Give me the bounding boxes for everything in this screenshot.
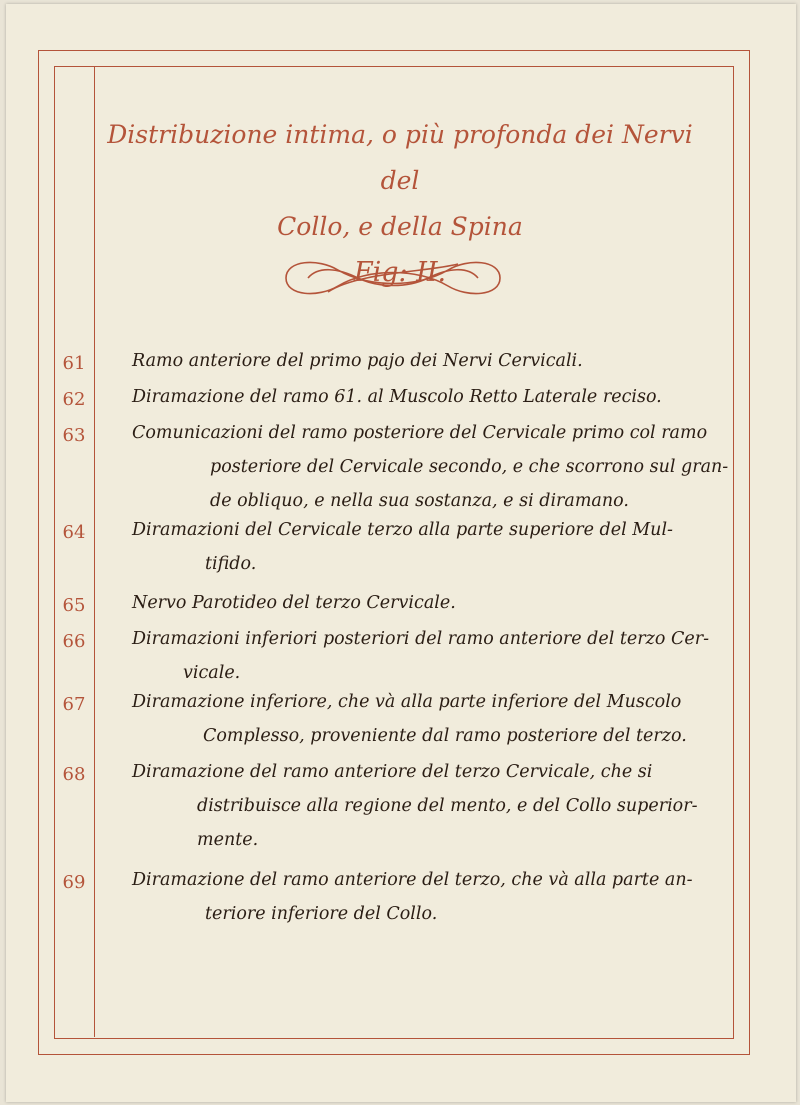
entry-number: 63: [62, 425, 86, 446]
entry-number: 67: [62, 694, 86, 715]
entry-text-line: Diramazione inferiore, che và alla parte inferiore del Muscolo: [132, 692, 682, 712]
entry-text-line: posteriore del Cervicale secondo, e che scorrono sul gran-: [210, 457, 729, 477]
entry-text-line: Complesso, proveniente dal ramo posteriore del terzo.: [203, 726, 687, 746]
entry-text-line: teriore inferiore del Collo.: [205, 904, 438, 924]
entry-text-line: Diramazione del ramo 61. al Muscolo Retto Laterale reciso.: [132, 387, 662, 407]
entry-text-line: Comunicazioni del ramo posteriore del Cervicale primo col ramo: [132, 423, 708, 443]
entry-number: 62: [62, 389, 86, 410]
entry-text-line: distribuisce alla regione del mento, e del Collo superior-: [197, 796, 698, 816]
entry-text-line: Diramazione del ramo anteriore del terzo, che và alla parte an-: [132, 870, 693, 890]
entry-number: 64: [62, 522, 86, 543]
entry-text-line: tifido.: [205, 554, 257, 574]
entry-number: 69: [62, 872, 86, 893]
entry-number: 61: [62, 353, 86, 374]
title-line-2: Collo, e della Spina: [277, 212, 523, 241]
entry-text-line: mente.: [197, 830, 259, 850]
entry-number: 68: [62, 764, 86, 785]
entry-text-line: Ramo anteriore del primo pajo dei Nervi Cervicali.: [132, 351, 583, 371]
entry-text-line: Nervo Parotideo del terzo Cervicale.: [132, 593, 456, 613]
entry-text-line: Diramazione del ramo anteriore del terzo Cervicale, che si: [132, 762, 653, 782]
entry-text-line: de obliquo, e nella sua sostanza, e si diramano.: [210, 491, 629, 511]
entry-number: 66: [62, 631, 86, 652]
entry-number: 65: [62, 595, 86, 616]
entry-text-line: vicale.: [183, 663, 241, 683]
title-line-1: Distribuzione intima, o più profonda dei Nervi del: [107, 120, 693, 195]
figure-label: Fig: II.: [353, 257, 447, 288]
entry-text-line: Diramazioni del Cervicale terzo alla parte superiore del Mul-: [132, 520, 673, 540]
calligraphic-flourish-icon: [278, 252, 508, 304]
entry-text-line: Diramazioni inferiori posteriori del ramo anteriore del terzo Cer-: [132, 629, 709, 649]
